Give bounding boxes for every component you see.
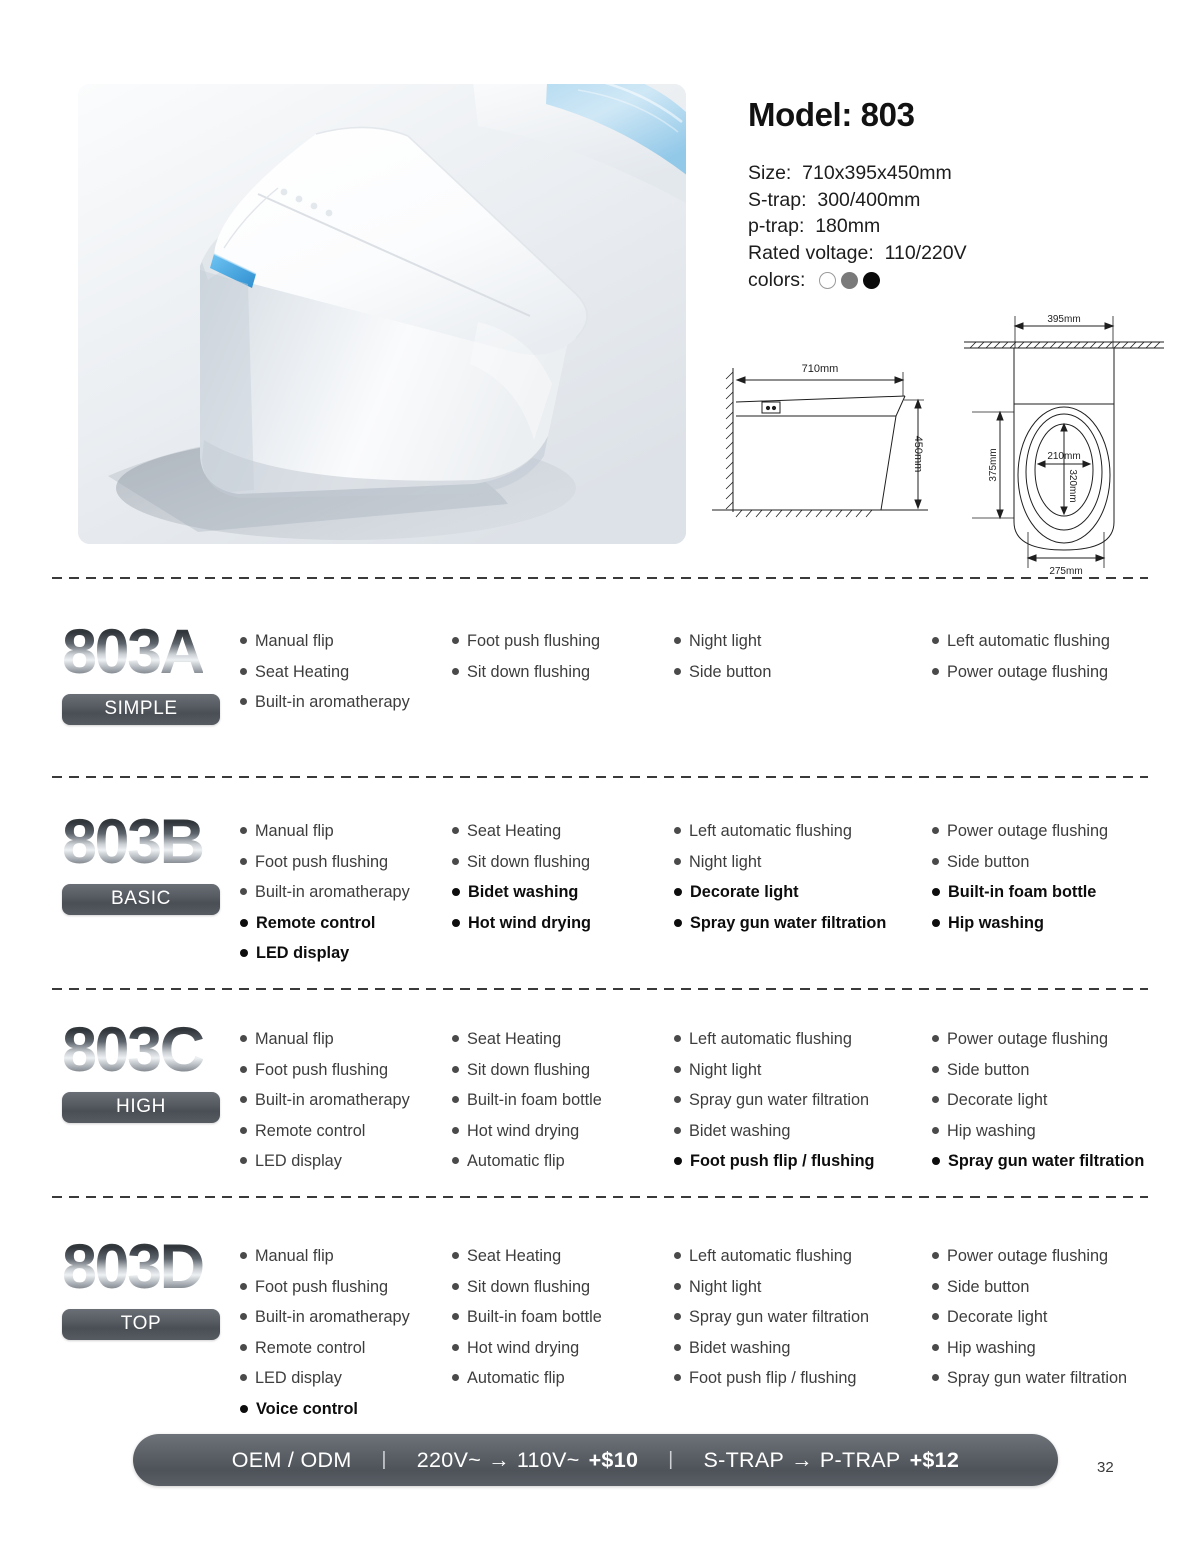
feature-item xyxy=(452,1024,674,1055)
bullet-icon xyxy=(240,1157,247,1164)
color-swatch-black[interactable] xyxy=(863,272,880,289)
feature-item xyxy=(674,626,932,657)
bullet-icon xyxy=(932,668,939,675)
feature-item xyxy=(674,908,932,939)
spec-colors xyxy=(748,267,1200,294)
bullet-icon xyxy=(240,1405,248,1413)
feature-label: Hip washing xyxy=(948,913,1044,932)
page-title: Model: 803 xyxy=(748,96,915,133)
banner-trap-from: S-TRAP xyxy=(703,1447,785,1472)
feature-item-empty xyxy=(452,687,674,718)
divider-top xyxy=(52,577,1148,579)
feature-label: Bidet washing xyxy=(689,1121,791,1140)
bullet-icon xyxy=(932,1313,939,1320)
feature-label: Decorate light xyxy=(947,1308,1048,1326)
feature-item xyxy=(674,1333,932,1364)
feature-item xyxy=(240,1363,452,1394)
feature-label: Left automatic flushing xyxy=(689,1030,852,1048)
feature-item-empty xyxy=(674,687,932,718)
feature-label: Hip washing xyxy=(947,1338,1036,1357)
feature-label: Bidet washing xyxy=(689,1338,791,1357)
feature-item xyxy=(452,1116,674,1147)
feature-item xyxy=(452,1302,674,1333)
options-banner xyxy=(133,1434,1058,1486)
feature-item xyxy=(240,908,452,939)
feature-item xyxy=(452,1333,674,1364)
top-view-bowl-width-label: 210mm xyxy=(1047,451,1081,462)
feature-item xyxy=(452,816,674,847)
bullet-icon xyxy=(240,1035,247,1042)
bullet-icon xyxy=(452,1035,459,1042)
feature-label: Power outage flushing xyxy=(947,662,1109,681)
bullet-icon xyxy=(932,1035,939,1042)
feature-item xyxy=(932,1116,1200,1147)
bullet-icon xyxy=(674,919,682,927)
feature-label: Remote control xyxy=(255,1121,366,1140)
feature-item xyxy=(932,1085,1200,1116)
feature-item xyxy=(674,657,932,688)
bullet-icon xyxy=(932,637,939,644)
feature-label: Foot push flip / flushing xyxy=(690,1152,875,1170)
bullet-icon xyxy=(240,668,247,675)
feature-item xyxy=(932,1272,1200,1303)
variant-row-803c xyxy=(0,1015,1200,1177)
feature-label: Left automatic flushing xyxy=(947,632,1110,650)
feature-item xyxy=(240,626,452,657)
bullet-icon xyxy=(932,888,940,896)
feature-item xyxy=(674,847,932,878)
feature-item xyxy=(452,1241,674,1272)
feature-label: Automatic flip xyxy=(467,1369,565,1387)
feature-item xyxy=(452,1085,674,1116)
feature-grid-803a xyxy=(240,622,1200,725)
bullet-icon xyxy=(240,949,248,957)
feature-label: Seat Heating xyxy=(255,662,350,681)
bullet-icon xyxy=(452,919,460,927)
feature-label: Sit down flushing xyxy=(467,1277,591,1296)
feature-label: Foot push flushing xyxy=(255,852,389,871)
feature-label: Night light xyxy=(689,632,762,650)
feature-label: Spray gun water filtration xyxy=(947,1369,1128,1387)
spec-p-trap: p-trap: 180mm xyxy=(748,215,881,237)
feature-item xyxy=(674,1146,932,1177)
bullet-icon xyxy=(674,1283,681,1290)
bullet-icon xyxy=(674,1157,682,1165)
banner-oem-label: OEM / ODM xyxy=(231,1447,352,1472)
product-photo xyxy=(78,84,686,544)
bullet-icon xyxy=(452,668,459,675)
feature-item xyxy=(240,1272,452,1303)
spec-s-trap: S-trap: 300/400mm xyxy=(748,188,921,211)
feature-item xyxy=(452,908,674,939)
feature-grid-803d xyxy=(240,1237,1200,1424)
feature-item-empty xyxy=(452,1394,674,1425)
feature-label: Voice control xyxy=(256,1399,358,1418)
bullet-icon xyxy=(452,1252,459,1259)
bullet-icon xyxy=(240,827,247,834)
bullet-icon xyxy=(240,1283,247,1290)
bullet-icon xyxy=(932,1283,939,1290)
colors-label: colors: xyxy=(748,269,806,291)
bullet-icon xyxy=(932,858,939,865)
bullet-icon xyxy=(240,1066,247,1073)
bullet-icon xyxy=(240,1252,247,1259)
spec-size: Size: 710x395x450mm xyxy=(748,162,952,184)
feature-label: Foot push flip / flushing xyxy=(689,1369,857,1387)
feature-label: Hot wind drying xyxy=(468,913,591,932)
bullet-icon xyxy=(932,1157,940,1165)
feature-label: Power outage flushing xyxy=(947,822,1109,840)
feature-item xyxy=(240,877,452,908)
feature-item xyxy=(452,1146,674,1177)
feature-label: Built-in aromatherapy xyxy=(255,693,410,711)
variant-brand-803d xyxy=(0,1232,240,1424)
variant-row-803b xyxy=(0,807,1200,969)
banner-voltage-from: 220V~ xyxy=(416,1447,482,1472)
feature-label: Spray gun water filtration xyxy=(690,913,887,932)
color-swatch-gray[interactable] xyxy=(841,272,858,289)
variant-brand-803c xyxy=(0,1015,240,1177)
side-view-width-label: 710mm xyxy=(801,363,839,375)
bullet-icon xyxy=(674,637,681,644)
feature-item xyxy=(674,1363,932,1394)
bullet-icon xyxy=(452,1127,459,1134)
bullet-icon xyxy=(452,858,459,865)
feature-item xyxy=(932,657,1200,688)
feature-item xyxy=(452,1272,674,1303)
bullet-icon xyxy=(932,1096,939,1103)
bullet-icon xyxy=(674,1096,681,1103)
feature-label: Automatic flip xyxy=(467,1152,565,1170)
feature-label: Foot push flushing xyxy=(255,1277,389,1296)
bullet-icon xyxy=(932,1252,939,1259)
bullet-icon xyxy=(452,1157,459,1164)
feature-label: Built-in foam bottle xyxy=(467,1091,602,1109)
feature-label: Manual flip xyxy=(255,822,334,840)
feature-item xyxy=(674,1272,932,1303)
model-code-803c: 803C xyxy=(62,1015,203,1085)
feature-label: Night light xyxy=(689,1060,762,1079)
feature-item xyxy=(674,1116,932,1147)
bullet-icon xyxy=(240,919,248,927)
feature-item-empty xyxy=(932,938,1200,969)
feature-label: Night light xyxy=(689,1277,762,1296)
bullet-icon xyxy=(674,1035,681,1042)
banner-trap-option[interactable] xyxy=(703,1448,959,1473)
bullet-icon xyxy=(240,1313,247,1320)
bullet-icon xyxy=(932,1374,939,1381)
banner-voltage-option[interactable] xyxy=(417,1448,638,1473)
bullet-icon xyxy=(932,1127,939,1134)
bullet-icon xyxy=(674,1252,681,1259)
feature-label: Built-in aromatherapy xyxy=(255,1308,410,1326)
feature-item-empty xyxy=(932,1394,1200,1425)
feature-label: Seat Heating xyxy=(467,1030,562,1048)
bullet-icon xyxy=(452,1283,459,1290)
variant-row-803a xyxy=(0,617,1200,725)
banner-trap-price: +$12 xyxy=(909,1447,960,1472)
bullet-icon xyxy=(240,858,247,865)
bullet-icon xyxy=(240,1344,247,1351)
bullet-icon xyxy=(932,827,939,834)
feature-label: Foot push flushing xyxy=(255,1060,389,1079)
feature-label: Sit down flushing xyxy=(467,1060,591,1079)
feature-item xyxy=(240,1024,452,1055)
feature-label: Decorate light xyxy=(947,1091,1048,1109)
feature-item xyxy=(932,1024,1200,1055)
side-view-height-label: 450mm xyxy=(912,435,924,473)
variant-row-803d xyxy=(0,1232,1200,1424)
banner-voltage-price: +$10 xyxy=(588,1447,639,1472)
bullet-icon xyxy=(674,1127,681,1134)
banner-trap-to: P-TRAP xyxy=(819,1447,901,1472)
feature-label: Side button xyxy=(947,1060,1030,1079)
feature-item xyxy=(932,1241,1200,1272)
spec-rated-voltage: Rated voltage: 110/220V xyxy=(748,241,967,264)
bullet-icon xyxy=(452,1313,459,1320)
bullet-icon xyxy=(240,888,247,895)
feature-item xyxy=(240,1055,452,1086)
feature-item xyxy=(240,657,452,688)
divider-c-d xyxy=(52,1196,1148,1198)
bullet-icon xyxy=(674,1374,681,1381)
feature-item xyxy=(240,938,452,969)
bullet-icon xyxy=(240,698,247,705)
feature-item xyxy=(674,1055,932,1086)
feature-item xyxy=(932,626,1200,657)
feature-label: Side button xyxy=(947,1277,1030,1296)
bullet-icon xyxy=(452,827,459,834)
feature-item xyxy=(240,1302,452,1333)
feature-label: Built-in foam bottle xyxy=(948,883,1097,901)
feature-label: Spray gun water filtration xyxy=(689,1308,870,1326)
feature-item xyxy=(674,1241,932,1272)
feature-item xyxy=(240,1394,452,1425)
feature-item xyxy=(932,816,1200,847)
feature-label: Bidet washing xyxy=(468,883,579,901)
feature-item xyxy=(932,847,1200,878)
bullet-icon xyxy=(674,668,681,675)
variant-brand-803b xyxy=(0,807,240,969)
bullet-icon xyxy=(452,1066,459,1073)
feature-label: Manual flip xyxy=(255,632,334,650)
bullet-icon xyxy=(932,1344,939,1351)
feature-item xyxy=(932,1363,1200,1394)
feature-item xyxy=(240,1085,452,1116)
feature-item xyxy=(240,687,452,718)
feature-label: LED display xyxy=(255,1369,342,1387)
feature-label: Built-in aromatherapy xyxy=(255,1091,410,1109)
feature-item xyxy=(452,1055,674,1086)
feature-item-empty xyxy=(674,1394,932,1425)
bullet-icon xyxy=(452,888,460,896)
feature-item xyxy=(240,1116,452,1147)
feature-item xyxy=(674,1024,932,1055)
feature-item xyxy=(932,877,1200,908)
bullet-icon xyxy=(674,1313,681,1320)
feature-label: Power outage flushing xyxy=(947,1247,1109,1265)
page-number: 32 xyxy=(1097,1459,1114,1476)
feature-label: LED display xyxy=(255,1152,342,1170)
feature-label: Manual flip xyxy=(255,1030,334,1048)
bullet-icon xyxy=(674,1344,681,1351)
variant-brand-803a xyxy=(0,617,240,725)
feature-label: Side button xyxy=(947,852,1030,871)
feature-grid-803c xyxy=(240,1020,1200,1177)
bullet-icon xyxy=(240,1127,247,1134)
feature-label: Decorate light xyxy=(690,883,799,901)
feature-label: Foot push flushing xyxy=(467,632,601,650)
bullet-icon xyxy=(452,1374,459,1381)
feature-item xyxy=(674,1302,932,1333)
feature-item xyxy=(240,847,452,878)
feature-item xyxy=(674,816,932,847)
color-swatch-white[interactable] xyxy=(819,272,836,289)
banner-oem[interactable] xyxy=(232,1448,352,1473)
banner-separator-1: | xyxy=(381,1449,387,1470)
bullet-icon xyxy=(674,1066,681,1073)
side-view-drawing xyxy=(700,300,948,540)
feature-item xyxy=(452,626,674,657)
bullet-icon xyxy=(932,919,940,927)
toilet-illustration xyxy=(78,84,686,544)
arrow-right-icon-2: → xyxy=(791,1447,813,1472)
feature-item xyxy=(932,908,1200,939)
feature-label: Sit down flushing xyxy=(467,852,591,871)
model-code-803a: 803A xyxy=(62,617,203,687)
feature-label: Side button xyxy=(689,662,772,681)
feature-label: Left automatic flushing xyxy=(689,1247,852,1265)
bullet-icon xyxy=(452,1344,459,1351)
feature-item-empty xyxy=(674,938,932,969)
feature-item-empty xyxy=(932,687,1200,718)
feature-item-empty xyxy=(452,938,674,969)
feature-label: Spray gun water filtration xyxy=(948,1152,1145,1170)
feature-item xyxy=(452,877,674,908)
feature-item xyxy=(932,1146,1200,1177)
model-code-803b: 803B xyxy=(62,807,203,877)
feature-label: Hip washing xyxy=(947,1121,1036,1140)
feature-item xyxy=(452,847,674,878)
divider-a-b xyxy=(52,776,1148,778)
bullet-icon xyxy=(932,1066,939,1073)
bullet-icon xyxy=(674,827,681,834)
feature-label: Built-in foam bottle xyxy=(467,1308,602,1326)
feature-label: Seat Heating xyxy=(467,1247,562,1265)
bullet-icon xyxy=(452,637,459,644)
feature-item xyxy=(932,1055,1200,1086)
tier-badge-simple: SIMPLE xyxy=(62,694,220,725)
feature-label: Hot wind drying xyxy=(467,1121,580,1140)
feature-item xyxy=(240,1241,452,1272)
feature-item xyxy=(674,877,932,908)
feature-label: LED display xyxy=(256,944,350,962)
top-view-base-width-label: 275mm xyxy=(1049,566,1083,577)
banner-separator-2: | xyxy=(668,1449,674,1470)
feature-label: Hot wind drying xyxy=(467,1338,580,1357)
feature-label: Power outage flushing xyxy=(947,1030,1109,1048)
feature-item xyxy=(932,1333,1200,1364)
feature-item xyxy=(674,1085,932,1116)
bullet-icon xyxy=(240,637,247,644)
feature-label: Left automatic flushing xyxy=(689,822,852,840)
banner-voltage-to: 110V~ xyxy=(516,1447,580,1472)
feature-item xyxy=(452,1363,674,1394)
model-code-803d: 803D xyxy=(62,1232,203,1302)
feature-item xyxy=(452,657,674,688)
feature-label: Seat Heating xyxy=(467,822,562,840)
bullet-icon xyxy=(240,1374,247,1381)
bullet-icon xyxy=(452,1096,459,1103)
feature-label: Night light xyxy=(689,852,762,871)
feature-label: Sit down flushing xyxy=(467,662,591,681)
bullet-icon xyxy=(674,888,682,896)
tier-badge-high: HIGH xyxy=(62,1092,220,1123)
bullet-icon xyxy=(240,1096,247,1103)
feature-grid-803b xyxy=(240,812,1200,969)
color-swatch-list xyxy=(819,272,880,289)
feature-label: Manual flip xyxy=(255,1247,334,1265)
technical-drawings xyxy=(700,300,1170,585)
feature-item xyxy=(932,1302,1200,1333)
tier-badge-basic: BASIC xyxy=(62,884,220,915)
top-view-bowl-length-label: 320mm xyxy=(1067,469,1078,503)
feature-label: Spray gun water filtration xyxy=(689,1091,870,1109)
feature-label: Built-in aromatherapy xyxy=(255,883,410,901)
arrow-right-icon: → xyxy=(488,1447,510,1472)
top-view-drawing xyxy=(958,300,1170,582)
feature-label: Remote control xyxy=(255,1338,366,1357)
divider-b-c xyxy=(52,988,1148,990)
feature-item xyxy=(240,1333,452,1364)
tier-badge-top: TOP xyxy=(62,1309,220,1340)
feature-item xyxy=(240,1146,452,1177)
top-view-depth-label: 375mm xyxy=(988,448,999,482)
top-view-width-label: 395mm xyxy=(1047,314,1081,325)
bullet-icon xyxy=(674,858,681,865)
feature-item xyxy=(240,816,452,847)
feature-label: Remote control xyxy=(256,913,376,932)
